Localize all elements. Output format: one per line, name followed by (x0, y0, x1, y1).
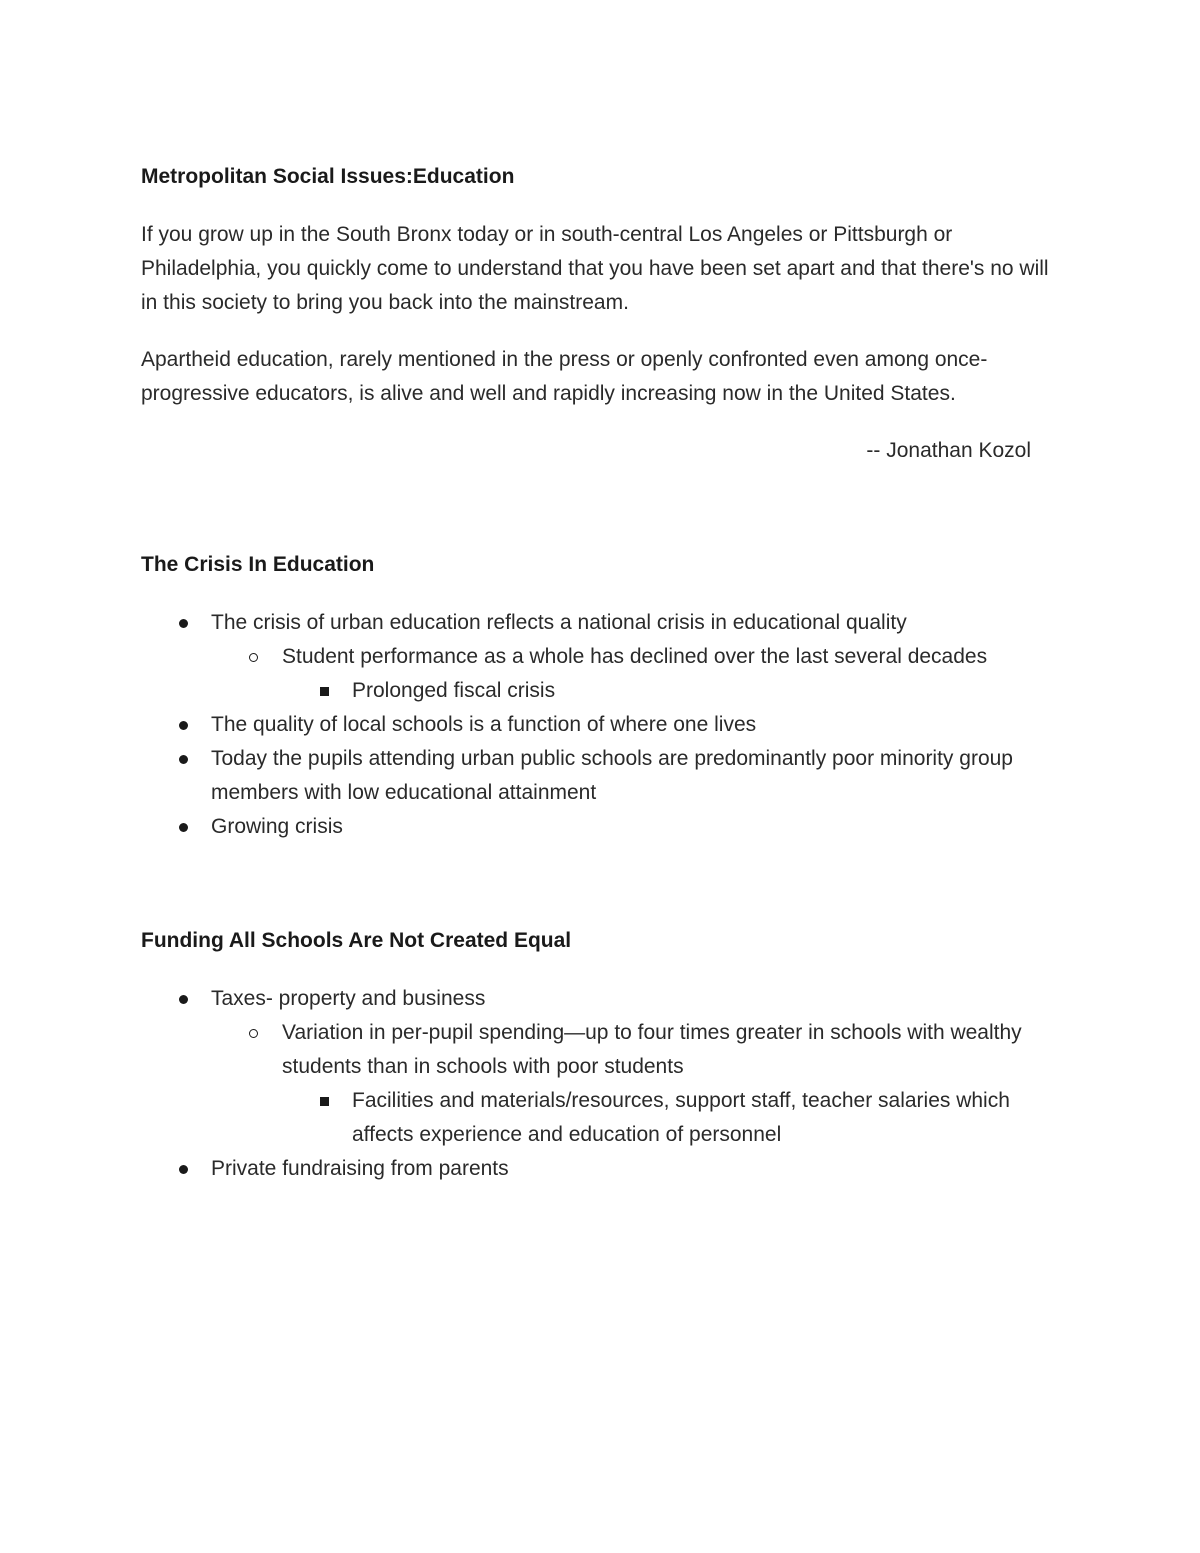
list-item (141, 1084, 1061, 1152)
list-item (141, 674, 1061, 708)
section-spacer (141, 468, 1061, 548)
section-spacer (141, 844, 1061, 924)
list-item-text: Growing crisis (211, 815, 343, 838)
quote-paragraph-2: Apartheid education, rarely mentioned in the press or openly confronted even among once-progressive educators, is alive and well and rapidly increasing now in the United States. (141, 348, 988, 405)
list-item-text: The crisis of urban education reflects a national crisis in educational quality (211, 611, 907, 634)
quote-paragraph-1: If you grow up in the South Bronx today or in south-central Los Angeles or Pittsburgh or Philadelphia, you quickly come to understand that you have been set apart and that there's no will in this society to bring you back into the mainstream. (141, 223, 1049, 314)
list-item (141, 982, 1061, 1016)
list-item (141, 742, 1061, 810)
list-item-text: The quality of local schools is a function of where one lives (211, 713, 757, 736)
section-heading-crisis: The Crisis In Education (141, 553, 375, 576)
quote-attribution: -- Jonathan Kozol (866, 439, 1031, 462)
bullet-square-icon (320, 674, 329, 708)
bullet-disc-icon (179, 708, 188, 742)
list-item-text: Student performance as a whole has declined over the last several decades (282, 645, 988, 668)
document-title: Metropolitan Social Issues:Education (141, 165, 515, 188)
list-item (141, 708, 1061, 742)
bullet-circle-icon (249, 1016, 258, 1050)
bullet-square-icon (320, 1084, 329, 1118)
bullet-disc-icon (179, 742, 188, 776)
list-item-text: Facilities and materials/resources, support staff, teacher salaries which affects experience and education of personnel (352, 1089, 1010, 1146)
list-item-text: Taxes- property and business (211, 987, 486, 1010)
funding-list (141, 982, 1061, 1186)
bullet-disc-icon (179, 810, 188, 844)
list-item-text: Private fundraising from parents (211, 1157, 509, 1180)
list-item (141, 1016, 1061, 1084)
list-item (141, 606, 1061, 640)
list-item-text: Today the pupils attending urban public schools are predominantly poor minority group members with low educational attainment (211, 747, 1013, 804)
list-item (141, 810, 1061, 844)
bullet-disc-icon (179, 606, 188, 640)
bullet-disc-icon (179, 1152, 188, 1186)
list-item-text: Variation in per-pupil spending—up to four times greater in schools with wealthy students than in schools with poor students (282, 1021, 1022, 1078)
bullet-disc-icon (179, 982, 188, 1016)
bullet-circle-icon (249, 640, 258, 674)
list-item (141, 1152, 1061, 1186)
section-heading-funding: Funding All Schools Are Not Created Equal (141, 929, 572, 952)
document-content (141, 160, 1061, 1186)
list-item-text: Prolonged fiscal crisis (352, 679, 556, 702)
crisis-list (141, 606, 1061, 844)
list-item (141, 640, 1061, 674)
